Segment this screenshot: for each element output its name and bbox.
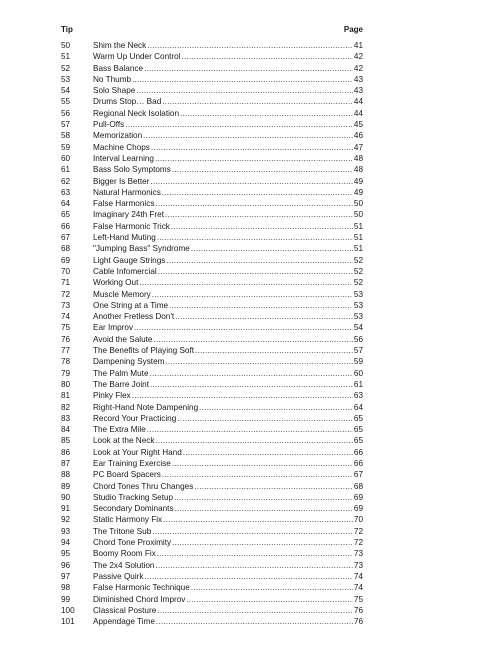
dot-leader xyxy=(157,605,353,616)
page-number: 72 xyxy=(353,526,363,536)
tip-title: The Benefits of Playing Soft xyxy=(93,346,195,356)
dot-leader xyxy=(194,481,353,492)
tip-number: 67 xyxy=(61,233,71,243)
page-number: 74 xyxy=(353,583,363,593)
dot-leader xyxy=(152,526,353,537)
tip-title: Right-Hand Note Dampening xyxy=(93,402,199,412)
page-number: 53 xyxy=(353,300,363,310)
tip-title: Regional Neck Isolation xyxy=(93,108,180,118)
dot-leader xyxy=(147,424,353,435)
tip-number: 93 xyxy=(61,526,71,536)
toc-entry xyxy=(61,119,363,130)
dot-leader xyxy=(195,345,353,356)
toc-entry xyxy=(61,334,363,345)
page-number: 76 xyxy=(353,617,363,627)
toc-entry xyxy=(61,447,363,458)
tip-title: Studio Tracking Setup xyxy=(93,492,174,502)
page-number: 44 xyxy=(353,108,363,118)
dot-leader xyxy=(143,130,353,141)
dot-leader xyxy=(158,266,353,277)
toc-entry xyxy=(61,322,363,333)
tip-title: False Harmonics xyxy=(93,199,155,209)
tip-number: 70 xyxy=(61,266,71,276)
dot-leader xyxy=(166,255,353,266)
tip-title: Muscle Memory xyxy=(93,289,151,299)
dot-leader xyxy=(162,96,353,107)
tip-number: 60 xyxy=(61,153,71,163)
toc-entry xyxy=(61,142,363,153)
dot-leader xyxy=(155,435,352,446)
toc-entry xyxy=(61,492,363,503)
page-number: 52 xyxy=(353,278,363,288)
dot-leader xyxy=(125,119,353,130)
tip-number: 79 xyxy=(61,368,71,378)
toc-entry xyxy=(61,221,363,232)
tip-number: 56 xyxy=(61,108,71,118)
toc-entry xyxy=(61,176,363,187)
tip-number: 99 xyxy=(61,594,71,604)
tip-column-header: Tip xyxy=(61,25,73,34)
dot-leader xyxy=(153,334,352,345)
dot-leader xyxy=(157,232,353,243)
page-number: 67 xyxy=(353,470,363,480)
toc-entry xyxy=(61,368,363,379)
toc-entry xyxy=(61,96,363,107)
toc-entry xyxy=(61,413,363,424)
tip-title: Classical Posture xyxy=(93,605,157,615)
tip-number: 101 xyxy=(61,617,75,627)
toc-entry xyxy=(61,289,363,300)
tip-title: Solo Shape xyxy=(93,86,136,96)
toc-list xyxy=(61,40,363,627)
tip-number: 68 xyxy=(61,244,71,254)
tip-title: Look at the Neck xyxy=(93,436,155,446)
page-number: 54 xyxy=(353,323,363,333)
page-number: 57 xyxy=(353,346,363,356)
page-number: 64 xyxy=(353,402,363,412)
toc-entry xyxy=(61,187,363,198)
page-number: 50 xyxy=(353,199,363,209)
toc-entry xyxy=(61,40,363,51)
tip-title: No Thumb xyxy=(93,74,132,84)
tip-title: The Extra Mile xyxy=(93,425,146,435)
page-number: 70 xyxy=(353,515,363,525)
page-number: 51 xyxy=(353,221,363,231)
tip-title: Static Harmony Fix xyxy=(93,515,163,525)
tip-title: Passive Quirk xyxy=(93,571,144,581)
page-number: 75 xyxy=(353,594,363,604)
page-number: 63 xyxy=(353,391,363,401)
toc-entry xyxy=(61,594,363,605)
dot-leader xyxy=(172,458,353,469)
toc-entry xyxy=(61,85,363,96)
toc-entry xyxy=(61,390,363,401)
toc-entry xyxy=(61,571,363,582)
dot-leader xyxy=(165,356,352,367)
tip-title: Dampening System xyxy=(93,357,165,367)
toc-entry xyxy=(61,232,363,243)
page-number: 73 xyxy=(353,549,363,559)
dot-leader xyxy=(169,300,353,311)
tip-number: 75 xyxy=(61,323,71,333)
dot-leader xyxy=(177,413,353,424)
page-number: 56 xyxy=(353,334,363,344)
toc-entry xyxy=(61,277,363,288)
toc-entry xyxy=(61,243,363,254)
dot-leader xyxy=(172,164,353,175)
dot-leader xyxy=(155,153,353,164)
dot-leader xyxy=(180,108,353,119)
tip-number: 73 xyxy=(61,300,71,310)
page-number: 66 xyxy=(353,447,363,457)
tip-number: 91 xyxy=(61,504,71,514)
tip-title: Natural Harmonics xyxy=(93,187,161,197)
toc-entry xyxy=(61,345,363,356)
toc-entry xyxy=(61,311,363,322)
dot-leader xyxy=(182,51,353,62)
page-number: 49 xyxy=(353,176,363,186)
toc-entry xyxy=(61,435,363,446)
tip-number: 51 xyxy=(61,52,71,62)
toc-entry xyxy=(61,51,363,62)
dot-leader xyxy=(175,503,353,514)
dot-leader xyxy=(191,243,353,254)
page-number: 52 xyxy=(353,266,363,276)
dot-leader xyxy=(152,289,353,300)
page-number: 65 xyxy=(353,436,363,446)
tip-title: The Barre Joint xyxy=(93,379,149,389)
tip-title: Left-Hand Muting xyxy=(93,233,156,243)
dot-leader xyxy=(183,447,353,458)
toc-entry xyxy=(61,503,363,514)
tip-number: 53 xyxy=(61,74,71,84)
tip-title: Another Fretless Don't xyxy=(93,312,175,322)
page-number: 43 xyxy=(353,74,363,84)
toc-entry xyxy=(61,548,363,559)
tip-number: 61 xyxy=(61,165,71,175)
tip-title: The Tritone Sub xyxy=(93,526,152,536)
tip-number: 71 xyxy=(61,278,71,288)
toc-entry xyxy=(61,300,363,311)
tip-number: 97 xyxy=(61,571,71,581)
tip-number: 100 xyxy=(61,605,75,615)
toc-entry xyxy=(61,469,363,480)
page-number: 41 xyxy=(353,41,363,50)
tip-number: 98 xyxy=(61,583,71,593)
dot-leader xyxy=(147,40,353,51)
tip-number: 72 xyxy=(61,289,71,299)
tip-number: 77 xyxy=(61,346,71,356)
dot-leader xyxy=(150,368,353,379)
tip-title: Ear Improv xyxy=(93,323,134,333)
dot-leader xyxy=(165,209,353,220)
page-number: 61 xyxy=(353,379,363,389)
toc-entry xyxy=(61,164,363,175)
toc-entry xyxy=(61,424,363,435)
tip-title: "Jumping Bass" Syndrome xyxy=(93,244,190,254)
tip-title: Pinky Flex xyxy=(93,391,131,401)
page-number: 65 xyxy=(353,413,363,423)
page-number: 53 xyxy=(353,289,363,299)
tip-title: The Palm Mute xyxy=(93,368,149,378)
tip-title: Cable Infomercial xyxy=(93,266,157,276)
tip-number: 58 xyxy=(61,131,71,141)
tip-title: Secondary Dominants xyxy=(93,504,174,514)
tip-number: 94 xyxy=(61,538,71,548)
page-column-header: Page xyxy=(343,25,363,34)
dot-leader xyxy=(150,379,353,390)
tip-number: 84 xyxy=(61,425,71,435)
tip-number: 90 xyxy=(61,492,71,502)
toc-entry xyxy=(61,108,363,119)
page-number: 48 xyxy=(353,165,363,175)
tip-title: Interval Learning xyxy=(93,153,154,163)
toc-entry xyxy=(61,356,363,367)
page-number: 47 xyxy=(353,142,363,152)
tip-title: Working Out xyxy=(93,278,139,288)
page-number: 43 xyxy=(353,86,363,96)
tip-number: 89 xyxy=(61,481,71,491)
tip-number: 87 xyxy=(61,458,71,468)
tip-number: 65 xyxy=(61,210,71,220)
dot-leader xyxy=(136,85,353,96)
page-number: 65 xyxy=(353,425,363,435)
tip-title: Warm Up Under Control xyxy=(93,52,181,62)
dot-leader xyxy=(134,322,353,333)
tip-title: Diminished Chord Improv xyxy=(93,594,186,604)
tip-title: Appendage Time xyxy=(93,617,155,627)
toc-entry xyxy=(61,514,363,525)
page-number: 42 xyxy=(353,63,363,73)
tip-title: Avoid the Salute xyxy=(93,334,153,344)
page-number: 66 xyxy=(353,458,363,468)
dot-leader xyxy=(144,63,353,74)
tip-title: Light Gauge Strings xyxy=(93,255,166,265)
tip-number: 92 xyxy=(61,515,71,525)
toc-entry xyxy=(61,63,363,74)
toc-entry xyxy=(61,582,363,593)
tip-number: 85 xyxy=(61,436,71,446)
tip-number: 66 xyxy=(61,221,71,231)
page-number: 46 xyxy=(353,131,363,141)
toc-entry xyxy=(61,153,363,164)
tip-title: Imaginary 24th Fret xyxy=(93,210,164,220)
dot-leader xyxy=(139,277,353,288)
page-number: 50 xyxy=(353,210,363,220)
tip-number: 50 xyxy=(61,41,71,50)
tip-number: 78 xyxy=(61,357,71,367)
toc-entry xyxy=(61,402,363,413)
page-number: 60 xyxy=(353,368,363,378)
dot-leader xyxy=(171,221,353,232)
tip-number: 96 xyxy=(61,560,71,570)
tip-title: Bass Balance xyxy=(93,63,144,73)
tip-number: 88 xyxy=(61,470,71,480)
tip-title: Memorization xyxy=(93,131,143,141)
page-number: 42 xyxy=(353,52,363,62)
toc-entry xyxy=(61,74,363,85)
dot-leader xyxy=(175,311,353,322)
page-number: 59 xyxy=(353,357,363,367)
tip-title: The 2x4 Solution xyxy=(93,560,155,570)
dot-leader xyxy=(162,187,353,198)
page-number: 76 xyxy=(353,605,363,615)
dot-leader xyxy=(151,142,353,153)
toc-entry xyxy=(61,560,363,571)
toc-entry xyxy=(61,266,363,277)
tip-number: 80 xyxy=(61,379,71,389)
dot-leader xyxy=(155,198,352,209)
tip-number: 63 xyxy=(61,187,71,197)
tip-number: 62 xyxy=(61,176,71,186)
page-number: 74 xyxy=(353,571,363,581)
tip-title: Pull-Offs xyxy=(93,120,125,130)
toc-header xyxy=(61,25,363,34)
dot-leader xyxy=(162,469,353,480)
tip-number: 83 xyxy=(61,413,71,423)
tip-title: Chord Tone Proximity xyxy=(93,538,172,548)
tip-number: 82 xyxy=(61,402,71,412)
toc-entry xyxy=(61,130,363,141)
dot-leader xyxy=(186,594,353,605)
dot-leader xyxy=(155,560,352,571)
tip-number: 76 xyxy=(61,334,71,344)
dot-leader xyxy=(174,492,353,503)
dot-leader xyxy=(163,514,353,525)
toc-entry xyxy=(61,379,363,390)
dot-leader xyxy=(150,176,352,187)
page-number: 72 xyxy=(353,538,363,548)
toc-entry xyxy=(61,209,363,220)
dot-leader xyxy=(157,548,353,559)
page-number: 69 xyxy=(353,492,363,502)
tip-number: 57 xyxy=(61,120,71,130)
tip-number: 81 xyxy=(61,391,71,401)
tip-title: PC Board Spacers xyxy=(93,470,161,480)
dot-leader xyxy=(132,74,353,85)
dot-leader xyxy=(172,537,353,548)
tip-number: 95 xyxy=(61,549,71,559)
toc-entry xyxy=(61,255,363,266)
page-number: 69 xyxy=(353,504,363,514)
page-number: 49 xyxy=(353,187,363,197)
page-number: 73 xyxy=(353,560,363,570)
toc-entry xyxy=(61,458,363,469)
page-number: 53 xyxy=(353,312,363,322)
tip-title: False Harmonic Trick xyxy=(93,221,170,231)
dot-leader xyxy=(145,571,353,582)
tip-number: 55 xyxy=(61,97,71,107)
page-number: 51 xyxy=(353,244,363,254)
tip-title: Ear Training Exercise xyxy=(93,458,171,468)
page-number: 48 xyxy=(353,153,363,163)
page-number: 51 xyxy=(353,233,363,243)
tip-number: 74 xyxy=(61,312,71,322)
tip-title: One String at a Time xyxy=(93,300,169,310)
toc-entry xyxy=(61,605,363,616)
toc-entry xyxy=(61,526,363,537)
tip-number: 59 xyxy=(61,142,71,152)
tip-number: 52 xyxy=(61,63,71,73)
toc-entry xyxy=(61,481,363,492)
tip-title: Look at Your Right Hand xyxy=(93,447,182,457)
tip-title: Drums Stop… Bad xyxy=(93,97,162,107)
tip-number: 64 xyxy=(61,199,71,209)
dot-leader xyxy=(199,402,353,413)
tip-title: False Harmonic Technique xyxy=(93,583,190,593)
tip-title: Machine Chops xyxy=(93,142,150,152)
page-number: 45 xyxy=(353,120,363,130)
toc-entry xyxy=(61,198,363,209)
page-number: 44 xyxy=(353,97,363,107)
tip-title: Shim the Neck xyxy=(93,41,147,50)
tip-number: 54 xyxy=(61,86,71,96)
dot-leader xyxy=(156,616,353,627)
toc-entry xyxy=(61,616,363,627)
dot-leader xyxy=(191,582,353,593)
tip-title: Chord Tones Thru Changes xyxy=(93,481,194,491)
tip-number: 86 xyxy=(61,447,71,457)
dot-leader xyxy=(132,390,353,401)
page-number: 52 xyxy=(353,255,363,265)
tip-title: Boomy Room Fix xyxy=(93,549,156,559)
tip-title: Bass Solo Symptoms xyxy=(93,165,171,175)
tip-title: Record Your Practicing xyxy=(93,413,177,423)
tip-number: 69 xyxy=(61,255,71,265)
page-number: 68 xyxy=(353,481,363,491)
tip-title: Bigger Is Better xyxy=(93,176,150,186)
toc-entry xyxy=(61,537,363,548)
